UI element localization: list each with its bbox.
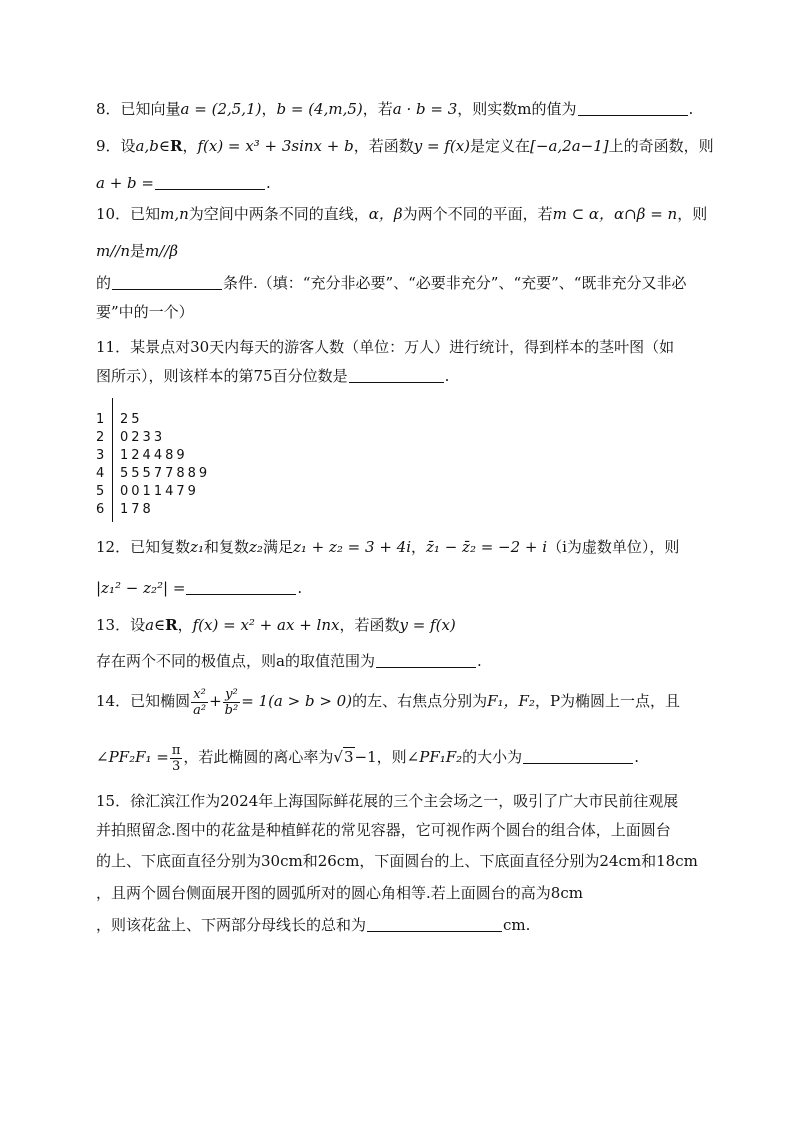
q14-text-1: 的左、右焦点分别为 xyxy=(352,692,488,710)
q8-answer-blank[interactable] xyxy=(578,99,688,116)
q8-sep: ， xyxy=(261,100,277,118)
q10-de: 的 xyxy=(96,274,112,292)
q9-vars: a,b∈ xyxy=(135,137,170,155)
q14-frac-den-a: a² xyxy=(193,702,207,718)
question-9-line-2 xyxy=(96,172,271,194)
q12-equation-2: z̄₁ − z̄₂ = −2 + i xyxy=(426,538,548,556)
q8-text-end: ，则实数m的值为 xyxy=(457,100,577,118)
leaf-values: 178 xyxy=(120,502,154,517)
q13-text-2: 存在两个不同的极值点，则a的取值范围为 xyxy=(96,652,375,670)
q14-fraction-pi xyxy=(170,743,183,774)
q10-shi: 是 xyxy=(130,242,146,260)
q12-equation-1: z₁ + z₂ = 3 + 4i xyxy=(292,538,411,556)
q12-text-2: 满足 xyxy=(262,538,293,556)
q8-number: 8．已知向量 xyxy=(96,100,181,118)
q8-vector-b: b = (4,m,5) xyxy=(276,100,363,118)
stem-value: 4 xyxy=(96,466,105,481)
q14-foci: F₁，F₂ xyxy=(487,692,535,710)
q9-answer-blank[interactable] xyxy=(155,173,265,190)
leaf-values: 124489 xyxy=(120,448,188,463)
q9-real-set: R xyxy=(169,137,183,155)
q12-answer-blank[interactable] xyxy=(186,578,296,595)
question-15-line-2 xyxy=(96,819,671,841)
q10-text-2: 为两个不同的平面，若 xyxy=(402,205,553,223)
question-10-line-2 xyxy=(96,240,178,262)
q15-text-1: 15．徐汇滨江作为2024年上海国际鲜花展的三个主会场之一，吸引了广大市民前往观展 xyxy=(96,792,679,810)
q13-answer-blank[interactable] xyxy=(376,651,476,668)
q10-text-3: ，则 xyxy=(677,205,708,223)
q11-period: . xyxy=(444,367,450,385)
stem-value: 2 xyxy=(96,430,105,445)
q9-sum-expr: a + b = xyxy=(96,174,154,192)
q9-yfx: y = f(x) xyxy=(413,137,471,155)
q8-dot-product: a · b = 3 xyxy=(392,100,458,118)
q15-text-2: 并拍照留念.图中的花盆是种植鲜花的常见容器，它可视作两个圆台的组合体，上面圆台 xyxy=(96,821,671,839)
q13-function: f(x) = x² + ax + lnx xyxy=(192,616,340,634)
q14-fraction-y xyxy=(223,687,241,718)
q14-frac-num-y: y² xyxy=(223,687,241,703)
q10-m-beta-parallel: m//β xyxy=(145,242,179,260)
stem-value: 6 xyxy=(96,502,105,517)
q14-frac-num-x: x² xyxy=(191,687,208,703)
question-12-line-2 xyxy=(96,577,302,599)
q15-unit: cm. xyxy=(503,916,531,934)
q14-answer-blank[interactable] xyxy=(523,747,633,764)
question-13-line-2 xyxy=(96,650,482,672)
leaf-values: 55577889 xyxy=(120,466,211,481)
q11-text-1: 11．某景点对30天内每天的游客人数（单位：万人）进行统计，得到样本的茎叶图（如 xyxy=(96,338,675,356)
question-15 xyxy=(96,790,678,812)
q14-sqrt: √3 xyxy=(333,748,354,766)
q9-function: f(x) = x³ + 3sinx + b xyxy=(197,137,354,155)
stem-leaf-divider xyxy=(112,398,113,522)
q9-text-mid2: 是定义在 xyxy=(470,137,531,155)
q13-sep: ， xyxy=(177,616,193,634)
q15-text-4: ，且两个圆台侧面展开图的圆弧所对的圆心角相等.若上面圆台的高为8cm xyxy=(96,884,583,902)
q14-frac-den-b: b² xyxy=(224,702,239,718)
question-15-line-4 xyxy=(96,882,583,904)
question-15-line-5 xyxy=(96,914,530,936)
question-14-line-2 xyxy=(96,739,639,775)
question-15-line-3 xyxy=(96,850,698,872)
q14-text-3: ，若此椭圆的离心率为 xyxy=(183,748,334,766)
q14-angle-1: ∠PF₂F₁ = xyxy=(96,748,169,766)
question-13 xyxy=(96,614,456,636)
q11-text-2: 图所示），则该样本的第75百分位数是 xyxy=(96,367,348,385)
q14-frac-three: 3 xyxy=(171,758,181,774)
q14-period: . xyxy=(634,748,639,766)
q14-plus: + xyxy=(209,692,222,710)
q15-answer-blank[interactable] xyxy=(367,915,502,932)
q14-text-5: 的大小为 xyxy=(462,748,523,766)
question-10-line-3 xyxy=(96,272,686,294)
q10-answer-blank[interactable] xyxy=(112,273,222,290)
question-8 xyxy=(96,98,693,120)
leaf-values: 0011479 xyxy=(120,484,199,499)
q13-yfx: y = f(x) xyxy=(399,616,456,634)
q13-number: 13．设 xyxy=(96,616,146,634)
q10-number: 10．已知 xyxy=(96,205,161,223)
q10-mn-parallel: m//n xyxy=(96,242,130,260)
q14-number: 14．已知椭圆 xyxy=(96,692,191,710)
q14-text-2: ，P为椭圆上一点，且 xyxy=(534,692,681,710)
q13-period: . xyxy=(476,652,482,670)
q15-text-3: 的上、下底面直径分别为30cm和26cm，下面圆台的上、下底面直径分别为24cm和18cm xyxy=(96,852,698,870)
q13-a: a∈ xyxy=(145,616,166,634)
q12-abs-expr: |z₁² − z₂²| = xyxy=(96,579,186,597)
q14-text-4: ，则 xyxy=(376,748,407,766)
q10-options-end: 要”中的一个） xyxy=(96,303,194,321)
q8-text-mid: ，若 xyxy=(362,100,393,118)
q14-angle-2: ∠PF₁F₂ xyxy=(406,748,463,766)
q12-sep: ， xyxy=(411,538,427,556)
q9-text-mid: ，若函数 xyxy=(353,137,414,155)
q10-mn: m,n xyxy=(160,205,189,223)
question-9 xyxy=(96,135,714,157)
q12-period: . xyxy=(297,579,303,597)
q12-text-3: （i为虚数单位），则 xyxy=(547,538,680,556)
q12-z2: z₂ xyxy=(249,538,263,556)
q10-options-text: 条件.（填：“充分非必要”、“必要非充分”、“充要”、“既非充分又非必 xyxy=(223,274,687,292)
q13-text-1: ，若函数 xyxy=(339,616,400,634)
question-10 xyxy=(96,203,707,225)
q14-fraction-x xyxy=(191,687,208,718)
q12-number: 12．已知复数 xyxy=(96,538,191,556)
stem-value: 5 xyxy=(96,484,105,499)
leaf-values: 0233 xyxy=(120,430,166,445)
question-14 xyxy=(96,683,680,719)
question-11-line-2 xyxy=(96,365,449,387)
question-10-line-4 xyxy=(96,301,194,323)
q10-alpha-beta: α，β xyxy=(368,205,403,223)
stem-value: 1 xyxy=(96,412,105,427)
leaf-values: 25 xyxy=(120,412,143,427)
question-11 xyxy=(96,336,674,358)
q10-text-1: 为空间中两条不同的直线， xyxy=(188,205,369,223)
q9-period: . xyxy=(266,174,271,192)
q12-z1: z₁ xyxy=(190,538,205,556)
q12-text-1: 和复数 xyxy=(204,538,250,556)
q9-sep: ， xyxy=(182,137,198,155)
question-12 xyxy=(96,536,679,558)
q10-condition: m ⊂ α，α∩β = n xyxy=(552,205,678,223)
q9-interval: [−a,2a−1] xyxy=(530,137,609,155)
q11-answer-blank[interactable] xyxy=(349,366,444,383)
q8-vector-a: a = (2,5,1) xyxy=(180,100,262,118)
q15-text-5: ，则该花盆上、下两部分母线长的总和为 xyxy=(96,916,367,934)
q9-number: 9．设 xyxy=(96,137,136,155)
q14-minus-one: −1 xyxy=(354,748,377,766)
q14-equation-rhs: = 1(a > b > 0) xyxy=(241,692,353,710)
q14-frac-pi: π xyxy=(171,742,181,758)
q14-sqrt-radicand: 3 xyxy=(343,748,354,766)
q13-real-set: R xyxy=(165,616,178,634)
q9-text-end: 上的奇函数，则 xyxy=(608,137,714,155)
q8-period: . xyxy=(688,100,694,118)
stem-value: 3 xyxy=(96,448,105,463)
